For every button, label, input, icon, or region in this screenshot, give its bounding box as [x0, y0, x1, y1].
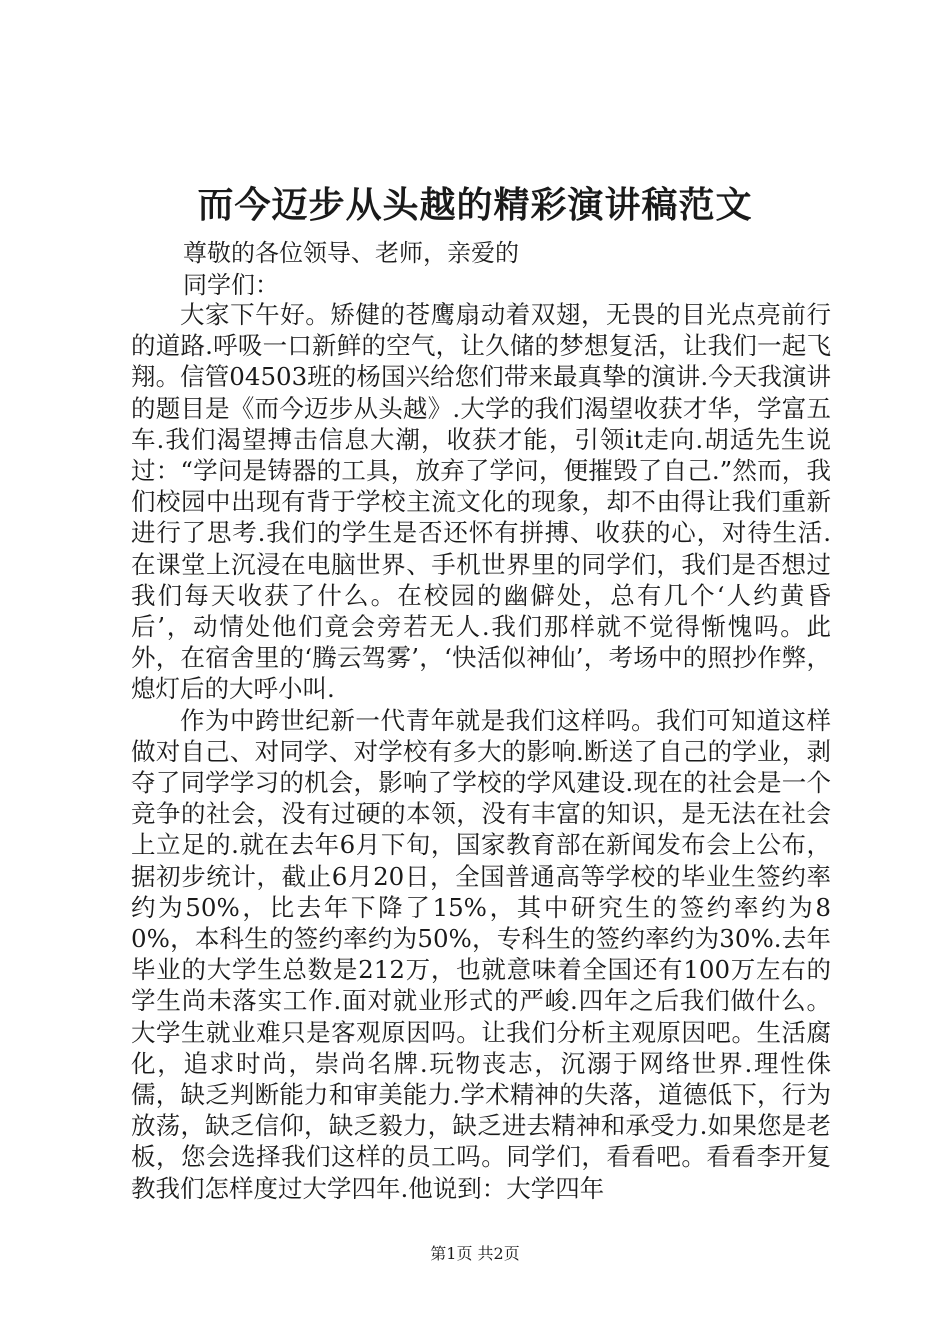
paragraph-1: 大家下午好。矫健的苍鹰扇动着双翅，无畏的目光点亮前行的道路.呼吸一口新鲜的空气，让久储的梦想复活，让我们一起飞翔。信管04503班的杨国兴给您们带来最真挚的演讲.今天我演讲的题目是《而今迈步从头越》.大学的我们渴望收获才华，学富五车.我们渴望搏击信息大潮，收获才能，引领it走向.胡适先生说过：“学问是铸器的工具，放弃了学问，便摧毁了自己.”然而，我们校园中出现有背于学校主流文化的现象，却不由得让我们重新进行了思考.我们的学生是否还怀有拼搏、收获的心，对待生活.在课堂上沉浸在电脑世界、手机世界里的同学们，我们是否想过我们每天收获了什么。在校园的幽僻处，总有几个‘人约黄昏后’，动情处他们竟会旁若无人.我们那样就不觉得惭愧吗。此外，在宿舍里的‘腾云驾雾’，‘快活似神仙’，考场中的照抄作弊，熄灯后的大呼小叫. [131, 300, 831, 704]
document-body [131, 299, 831, 1204]
page-footer: 第1页 共2页 [430, 1244, 520, 1263]
paragraph-2: 作为中跨世纪新一代青年就是我们这样吗。我们可知道这样做对自己、对同学、对学校有多大的影响.断送了自己的学业，剥夺了同学学习的机会，影响了学校的学风建设.现在的社会是一个竞争的社会，没有过硬的本领，没有丰富的知识，是无法在社会上立足的.就在去年6月下旬，国家教育部在新闻发布会上公布，据初步统计，截止6月20日，全国普通高等学校的毕业生签约率约为50%，比去年下降了15%，其中研究生的签约率约为80%，本科生的签约率约为50%，专科生的签约率约为30%.去年毕业的大学生总数是212万，也就意味着全国还有100万左右的学生尚未落实工作.面对就业形式的严峻.四年之后我们做什么。大学生就业难只是客观原因吗。让我们分析主观原因吧。生活腐化，追求时尚，崇尚名牌.玩物丧志，沉溺于网络世界.理性侏儒，缺乏判断能力和审美能力.学术精神的失落，道德低下，行为放荡，缺乏信仰，缺乏毅力，缺乏进去精神和承受力.如果您是老板，您会选择我们这样的员工吗。同学们，看看吧。看看李开复教我们怎样度过大学四年.他说到：大学四年 [131, 705, 831, 1203]
salutation-line-2: 同学们： [183, 271, 279, 299]
salutation-line-1: 尊敬的各位领导、老师，亲爱的 [183, 239, 519, 267]
document-title: 而今迈步从头越的精彩演讲稿范文 [197, 184, 753, 226]
